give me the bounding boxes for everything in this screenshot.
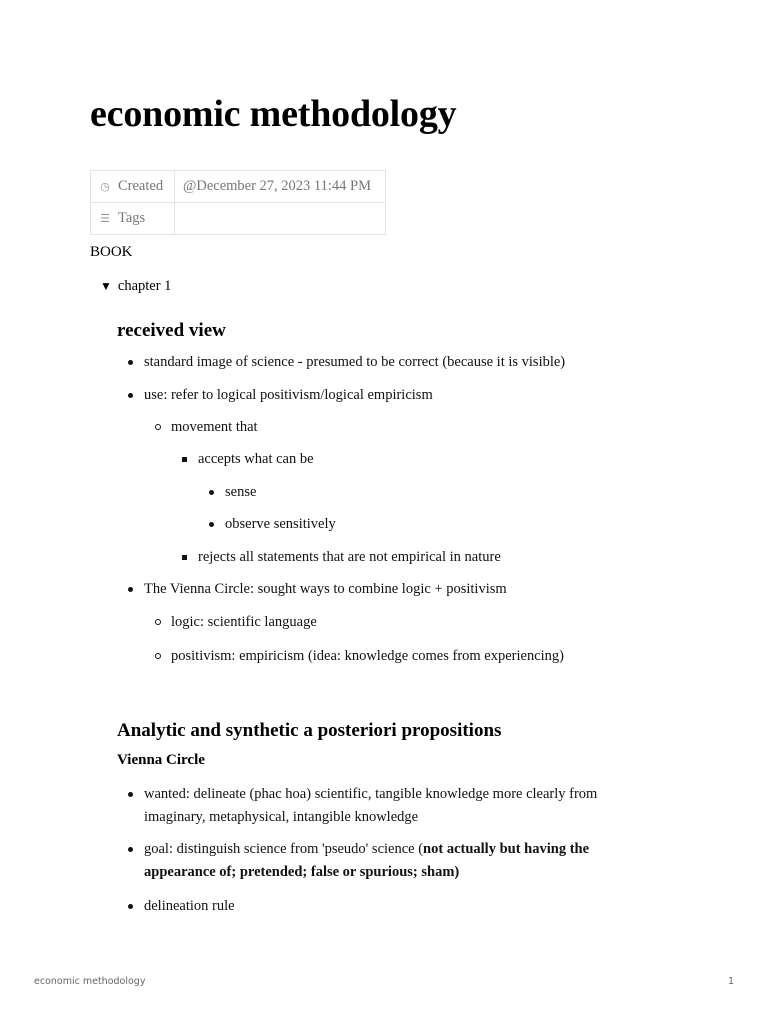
- triangle-down-icon[interactable]: ▼: [100, 279, 112, 293]
- list-item: delineation rule: [144, 895, 235, 918]
- property-row-tags: [91, 203, 386, 235]
- subheading-vienna-circle: Vienna Circle: [117, 752, 205, 768]
- toggle-label: chapter 1: [117, 278, 172, 294]
- section-heading-analytic-synthetic: Analytic and synthetic a posteriori propositions: [117, 720, 502, 741]
- list-item-bold: appearance of; pretended; false or spurious; sham): [144, 864, 460, 880]
- book-label: BOOK: [90, 244, 133, 260]
- list-item: rejects all statements that are not empirical in nature: [198, 546, 501, 569]
- created-value: @December 27, 2023 11:44 PM: [175, 171, 386, 203]
- tags-label: Tags: [118, 210, 146, 226]
- list-item: observe sensitively: [225, 513, 336, 536]
- list-item: movement that: [171, 416, 258, 439]
- list-item-bold: not actually but having the: [423, 841, 590, 857]
- properties-table: [90, 170, 386, 235]
- footer-page-number: 1: [727, 976, 734, 987]
- list-item: [144, 783, 644, 829]
- list-item: standard image of science - presumed to be correct (because it is visible): [144, 351, 565, 374]
- list-item: logic: scientific language: [171, 611, 317, 634]
- property-key-created: [91, 171, 175, 203]
- list-item-line: wanted: delineate (phac hoa) scientific, tangible knowledge more clearly from: [144, 786, 598, 802]
- section-heading-received-view: received view: [117, 320, 226, 341]
- list-item-line: imaginary, metaphysical, intangible knowledge: [144, 809, 419, 825]
- list-item: use: refer to logical positivism/logical empiricism: [144, 384, 433, 407]
- toggle-chapter-1[interactable]: [100, 278, 171, 295]
- list-item: sense: [225, 481, 256, 504]
- property-key-tags: [91, 203, 175, 235]
- list-item: accepts what can be: [198, 448, 314, 471]
- property-row-created: [91, 171, 386, 203]
- page-title: economic methodology: [90, 93, 457, 135]
- list-item: positivism: empiricism (idea: knowledge comes from experiencing): [171, 645, 564, 668]
- created-label: Created: [118, 178, 164, 194]
- clock-icon: ◷: [100, 181, 110, 193]
- tags-value[interactable]: [175, 203, 386, 235]
- footer-doc-name: economic methodology: [34, 976, 146, 987]
- list-item-text: goal: distinguish science from 'pseudo' science (: [144, 841, 424, 857]
- list-item: The Vienna Circle: sought ways to combine logic + positivism: [144, 578, 507, 601]
- list-item: [144, 838, 644, 884]
- list-icon: ☰: [100, 213, 110, 225]
